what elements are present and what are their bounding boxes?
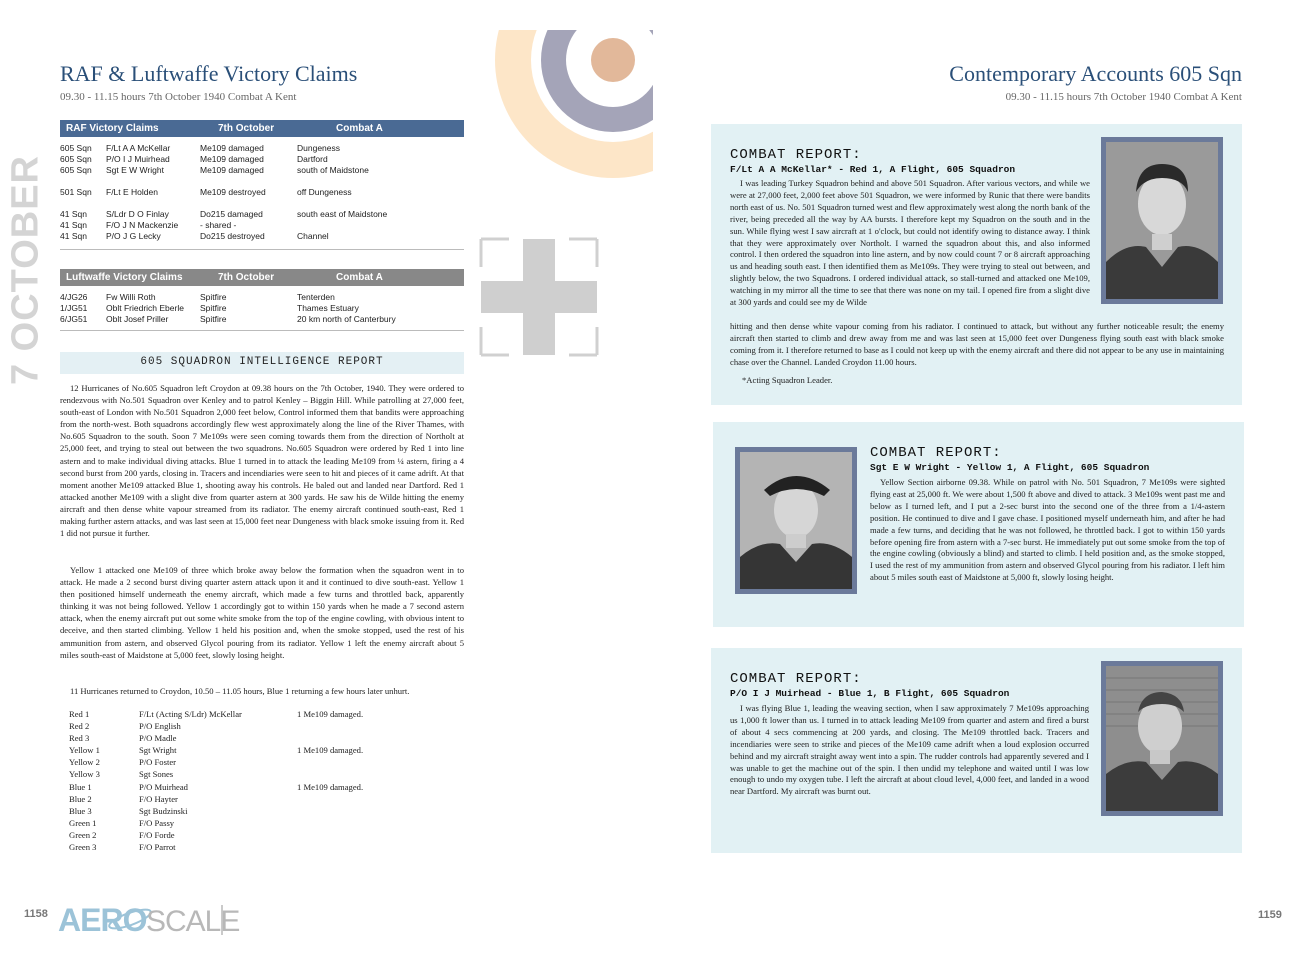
claim-cell: 605 Sqn	[60, 165, 92, 175]
report-text-narrow: I was leading Turkey Squadron behind and above 501 Squadron. After various vectors, and while we were at 27,000 feet, 2,000 feet above 501 Squadron, we were informed by Runic that there were bandits north east of us. No. 501 Squadron turned west and flew approximately west along the north bank of the river, being preceded all the way by AA bursts. I therefore kept my Squadron on the south and in the sun. While flying west I saw aircraft at 1 o'clock, but could not identify owing to distance away. I think that they were approximately over Northolt. I warned the squadron about this, and also informed control. I then ordered the squadron into line astern, and by now could count 7 or 8 aircraft approaching us and heading south east. I then identified them as Me109s. They were trying to steal out between, and slightly below, the two Squadrons. I ordered individual attack, so stall-turned and attacked one Me109, watching in my mirror all the time to see that there was none on my tail. I opened fire from a slight dive at 300 yards and could see my de Wilde	[730, 178, 1090, 308]
claim-cell: Fw Willi Roth	[106, 292, 156, 302]
roster-row	[69, 709, 459, 721]
portrait-mckellar	[1101, 137, 1223, 304]
svg-text:SCALE: SCALE	[146, 905, 240, 938]
balkenkreuz-decoration	[479, 237, 599, 357]
claim-row	[60, 154, 464, 165]
claim-cell: 6/JG51	[60, 314, 88, 324]
claim-cell: Do215 damaged	[200, 209, 263, 219]
claim-cell: Spitfire	[200, 292, 227, 302]
roundel-decoration	[495, 30, 655, 180]
roster-cell: F/Lt (Acting S/Ldr) McKellar	[139, 709, 242, 719]
claim-row	[60, 231, 464, 242]
claim-cell: 41 Sqn	[60, 231, 87, 241]
claim-cell: 501 Sqn	[60, 187, 92, 197]
roster-cell: F/O Passy	[139, 817, 175, 828]
report-heading: COMBAT REPORT:	[730, 147, 862, 163]
roster-cell: Red 3	[69, 733, 90, 744]
combat-report-wright	[713, 422, 1244, 627]
page-number-left: 1158	[24, 908, 48, 920]
claim-row	[60, 165, 464, 176]
combat-report-mckellar	[711, 124, 1242, 405]
claim-cell: Tenterden	[297, 292, 335, 302]
claim-cell: Me109 destroyed	[200, 187, 266, 197]
claim-cell: P/O I J Muirhead	[106, 154, 170, 164]
intel-report-title-box	[60, 352, 464, 374]
claim-cell: off Dungeness	[297, 187, 352, 197]
report-footnote: *Acting Squadron Leader.	[742, 375, 833, 385]
aeroscale-logo	[58, 895, 240, 943]
claim-cell: 41 Sqn	[60, 209, 87, 219]
claim-cell: F/Lt A A McKellar	[106, 143, 171, 153]
claim-cell: F/O J N Mackenzie	[106, 220, 179, 230]
roster-cell: 1 Me109 damaged.	[297, 709, 364, 719]
roster-row	[69, 842, 459, 854]
roster-cell: Green 2	[69, 829, 97, 840]
roster-row	[69, 782, 459, 794]
roster-row	[69, 757, 459, 769]
roster-cell: Blue 1	[69, 781, 92, 792]
intel-paragraph-3: 11 Hurricanes returned to Croydon, 10.50 – 11.05 hours, Blue 1 returning a few hours later unhurt.	[70, 686, 410, 696]
roster-cell: Sgt Wright	[139, 745, 177, 756]
aeroscale-logo-mark	[58, 895, 240, 943]
page-number-right: 1159	[1258, 909, 1282, 921]
roster-cell: Yellow 3	[69, 769, 100, 780]
claim-row	[60, 198, 464, 209]
claim-row	[60, 209, 464, 220]
report-text-wide: hitting and then dense white vapour coming from his radiator. I continued to attack, but without any further noticeable result; the enemy aircraft then started to climb and drew away from me and was last seen at 15,000 feet over Dungeness flying south east with black smoke coming from it. I therefore returned to base as I could not keep up with the enemy aircraft and there did not appear to be any use in maintaining chase over the Channel. Landed Croydon 11.00 hours.	[730, 321, 1224, 367]
report-heading: COMBAT REPORT:	[870, 445, 1002, 461]
roster-row	[69, 818, 459, 830]
claim-cell: Channel	[297, 231, 329, 241]
claim-cell: Thames Estuary	[297, 303, 359, 313]
claim-cell: 1/JG51	[60, 303, 88, 313]
claim-row	[60, 314, 464, 325]
report-subheading: P/O I J Muirhead - Blue 1, B Flight, 605 Squadron	[730, 688, 1010, 699]
roster-cell: F/O Hayter	[139, 793, 178, 804]
roster-row	[69, 806, 459, 818]
roster-cell: P/O Muirhead	[139, 781, 188, 792]
roster-cell: P/O Foster	[139, 757, 177, 768]
claim-cell: Dartford	[297, 154, 328, 164]
roster-row	[69, 769, 459, 781]
claim-cell: Me109 damaged	[200, 143, 264, 153]
right-page-title: Contemporary Accounts 605 Sqn	[949, 61, 1242, 86]
intel-report-title: 605 SQUADRON INTELLIGENCE REPORT	[140, 356, 384, 368]
roster-cell: Red 1	[69, 709, 90, 719]
roster-row	[69, 733, 459, 745]
report-text: I was flying Blue 1, leading the weaving section, when I saw approximately 7 Me109s approaching us 1,000 ft lower than us. I turned in to attack leading Me109 from quarter and astern and fired a burst of about 4 secs commencing at 200 yards, and closing. The Me109 throttled back. Tracers and incendiaries were seen to strike and pieces of the Me109 came adrift when a loud explosion occurred behind and my aircraft straight away went into a spin. The rudder controls had apparently severed and I was unable to get the machine out of the spin. I then undid my telephone and waited until I was low enough to undo my oxygen tube. I left the aircraft at about cloud level, 4,000 feet, and landed in a wood near Dartford. My aircraft was burnt out.	[730, 703, 1089, 797]
claim-cell: south of Maidstone	[297, 165, 369, 175]
claim-row	[60, 143, 464, 154]
claim-cell: Do215 destroyed	[200, 231, 265, 241]
luftwaffe-claims-divider	[60, 330, 464, 331]
right-page-subtitle: 09.30 - 11.15 hours 7th October 1940 Combat A Kent	[1005, 91, 1242, 103]
claim-cell: S/Ldr D O Finlay	[106, 209, 169, 219]
left-page-subtitle: 09.30 - 11.15 hours 7th October 1940 Combat A Kent	[60, 91, 297, 103]
claim-cell: south east of Maidstone	[297, 209, 388, 219]
roster-row	[69, 794, 459, 806]
claim-row	[60, 187, 464, 198]
roster-cell: 1 Me109 damaged.	[297, 781, 364, 792]
vertical-date-label: 7 OCTOBER	[4, 154, 47, 386]
intel-paragraph-2: Yellow 1 attacked one Me109 of three which broke away below the formation when the squadron went in to attack. He made a 2 second burst diving quarter astern attack upon it and it continued to dive south-east. Yellow 1 then positioned himself underneath the enemy aircraft, which made a few turns and throttled back, apparently thinking it was not being followed. Yellow 1 accordingly got to within 150 yards when he made a 7 second astern attack, when the enemy aircraft put out some white smoke from the top of the engine cowling, with obvious intent to deceive, and then started climbing. Yellow 1 held his position and, when the smoke stopped, used the rest of his ammunition from astern, and observed Glycol pouring from its radiator. Yellow 1 left the enemy aircraft about 5 miles south-east of Maidstone at 5,000 feet, slowly losing height.	[60, 565, 464, 660]
roster-cell: Yellow 1	[69, 745, 100, 756]
roster-row	[69, 745, 459, 757]
claim-cell: F/Lt E Holden	[106, 187, 158, 197]
claim-cell: 605 Sqn	[60, 143, 92, 153]
squadron-roster	[69, 709, 459, 854]
roster-cell: P/O Madle	[139, 733, 177, 744]
svg-text:AERO: AERO	[58, 902, 147, 938]
report-subheading: F/Lt A A McKellar* - Red 1, A Flight, 605 Squadron	[730, 164, 1016, 175]
roster-cell: F/O Parrot	[139, 842, 176, 853]
roster-cell: Green 1	[69, 817, 97, 828]
roster-cell: Yellow 2	[69, 757, 100, 768]
combat-report-muirhead	[711, 648, 1242, 853]
claim-cell: 4/JG26	[60, 292, 88, 302]
claim-cell: Me109 damaged	[200, 165, 264, 175]
luftwaffe-claims-table	[60, 292, 464, 325]
intel-paragraph-1: 12 Hurricanes of No.605 Squadron left Croydon at 09.38 hours on the 7th October, 1940. They were ordered to rendezvous with No.501 Squadron over Kenley and to patrol Kenley – Biggin Hill. While patrolling at 27,000 feet, south-east of London with No.501 Squadron 2,000 feet below, Control informed them that bandits were approaching from the north-west. Both squadrons accordingly flew west approximately along the line of the River Thames, with No.605 Squadron to the south. Soon 7 Me109s were seen coming towards them from the direction of Northolt at 25,000 feet, and trying to steal out between the two squadrons. No.605 Squadron were ordered by Red 1 into line astern and to make individual diving attacks. Blue 1 turned in to attack the leading Me109 from ¼ astern, firing a 4 second burst from 200 yards, closing in. Tracers and incendiaries were seen to hit and pieces of it came adrift. At that moment another Me109 attacked Blue 1, shooting away his controls. He baled out and landed near Dartford. Red 1 attacked another Me109 with a slight dive from quarter astern at 300 yards. He saw his de Wilde hitting the enemy aircraft and then dense white vapour streamed from its radiator. The enemy aircraft continued south-east, Red 1 making further astern attacks, and was last seen at 15,000 feet near Dungeness with black smoke issuing from it. Red 1 did not pursue it further.	[60, 383, 464, 539]
claim-row	[60, 292, 464, 303]
roster-cell: 1 Me109 damaged.	[297, 745, 364, 756]
report-subheading: Sgt E W Wright - Yellow 1, A Flight, 605 Squadron	[870, 462, 1150, 473]
claim-cell: P/O J G Lecky	[106, 231, 161, 241]
roster-cell: Sgt Sones	[139, 769, 174, 780]
raf-claims-table	[60, 143, 464, 242]
claim-cell: 41 Sqn	[60, 220, 87, 230]
portrait-muirhead	[1101, 661, 1223, 816]
report-text: Yellow Section airborne 09.38. While on patrol with No. 501 Squadron, 7 Me109s were sighted flying east at 25,000 ft. We were about 1,500 ft above and dived to attack. 3 Me109s went past me and below as I turned left, and I put a 2-sec burst into the second one of the three from a 1/4-astern position. He continued to dive and I gave chase. I positioned myself underneath him, and after he had made a few turns, and deciding that he was not followed, he throttled back. I got to within 150 yards before opening fire from astern with a 7-sec burst. He immediately put out some smoke from the top of the engine cowling (obviously a blind) and started to climb. I held position and, as the smoke stopped, I used the rest of my ammunition from astern and observed Glycol pouring from his radiator. I left him about 5 miles south east of Maidstone at 5,000 ft, slowly losing height.	[870, 477, 1225, 583]
claim-cell: Spitfire	[200, 314, 227, 324]
claim-cell: - shared -	[200, 220, 237, 230]
claim-cell: Me109 damaged	[200, 154, 264, 164]
claim-cell: Oblt Friedrich Eberle	[106, 303, 184, 313]
raf-claims-divider	[60, 249, 464, 250]
claim-row	[60, 220, 464, 231]
left-page-title: RAF & Luftwaffe Victory Claims	[60, 61, 358, 86]
roster-cell: Sgt Budzinski	[139, 805, 188, 816]
roster-cell: P/O English	[139, 721, 181, 732]
roster-cell: Blue 2	[69, 793, 92, 804]
claim-cell: Spitfire	[200, 303, 227, 313]
roster-cell: F/O Forde	[139, 829, 175, 840]
raf-claims-header: RAF Victory Claims 7th October Combat A	[60, 120, 464, 137]
roster-cell: Red 2	[69, 721, 90, 732]
portrait-wright	[735, 447, 857, 594]
claim-cell: Sgt E W Wright	[106, 165, 164, 175]
claim-cell: 605 Sqn	[60, 154, 92, 164]
claim-cell: 20 km north of Canterbury	[297, 314, 396, 324]
claim-cell: Oblt Josef Priller	[106, 314, 169, 324]
report-heading: COMBAT REPORT:	[730, 671, 862, 687]
claim-row	[60, 176, 464, 187]
luftwaffe-claims-header: Luftwaffe Victory Claims 7th October Combat A	[60, 269, 464, 286]
roster-row	[69, 830, 459, 842]
claim-row	[60, 303, 464, 314]
roster-cell: Green 3	[69, 842, 97, 853]
roster-row	[69, 721, 459, 733]
roster-cell: Blue 3	[69, 805, 92, 816]
claim-cell: Dungeness	[297, 143, 341, 153]
